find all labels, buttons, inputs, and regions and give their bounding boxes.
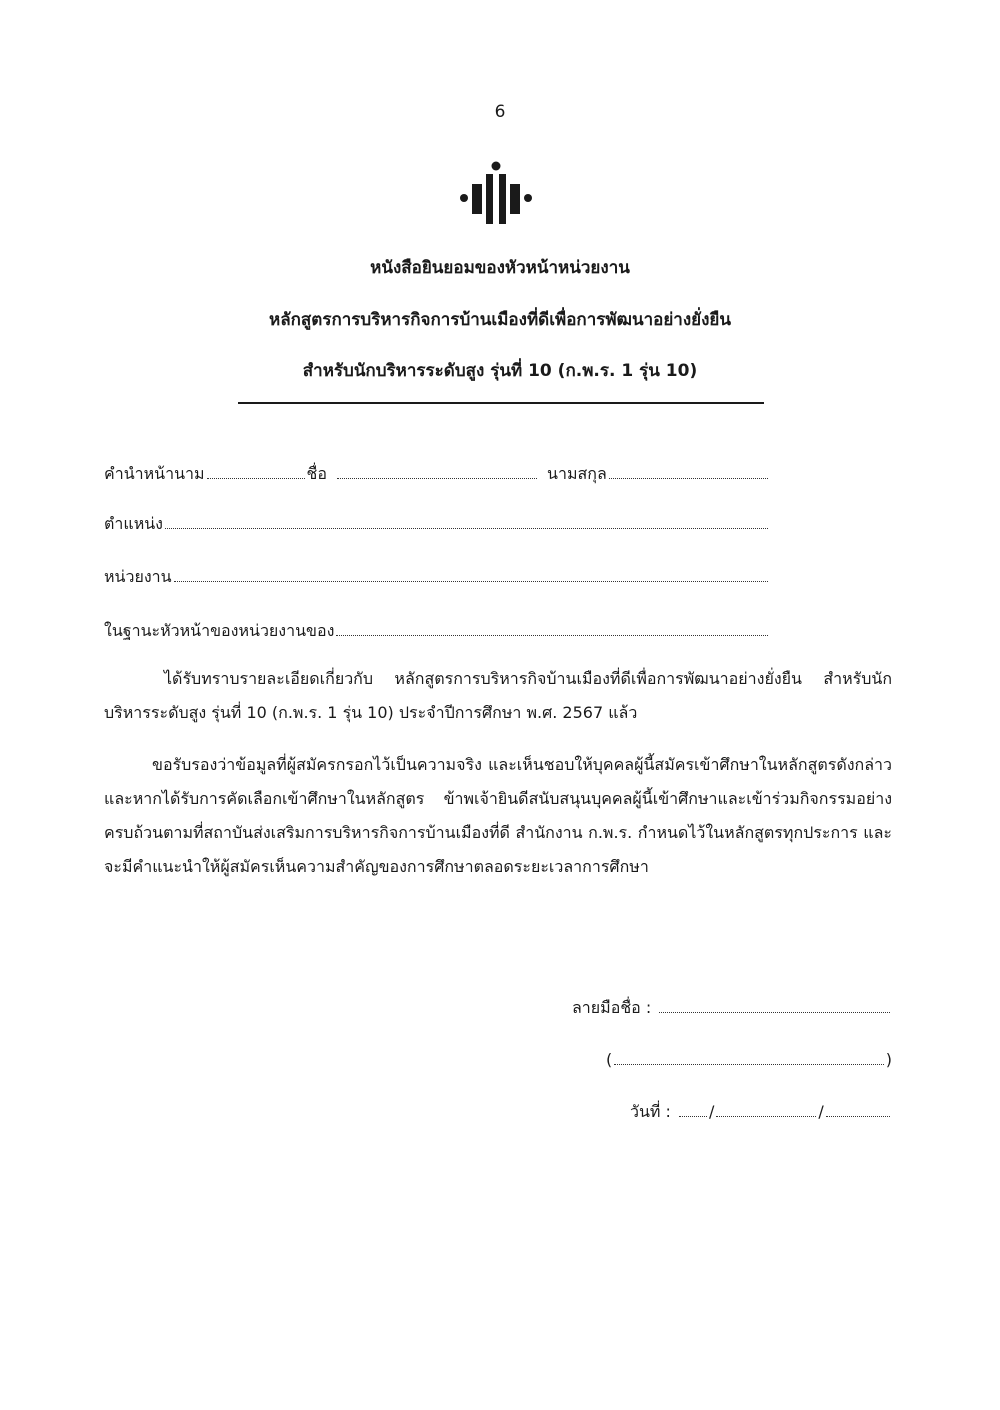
title-underline — [238, 402, 764, 404]
agency-label: หน่วยงาน — [104, 567, 172, 586]
position-label: ตำแหน่ง — [104, 514, 163, 533]
head-of-row — [104, 619, 770, 644]
position-field[interactable] — [165, 512, 768, 529]
date-label: วันที่ : — [630, 1102, 671, 1121]
title-line-1: หนังสือยินยอมของหัวหน้าหน่วยงาน — [370, 258, 630, 278]
name-row — [104, 462, 770, 487]
agency-field[interactable] — [174, 565, 768, 582]
first-name-field[interactable] — [337, 462, 537, 479]
head-of-field[interactable] — [336, 619, 768, 636]
acknowledgement-paragraph: ได้รับทราบรายละเอียดเกี่ยวกับ หลักสูตรการบริหารกิจบ้านเมืองที่ดีเพื่อการพัฒนาอย่างยั่งยืน สำหรับนักบริหารระดับสูง รุ่นที่ 10 (ก.พ.ร. 1 รุ่น 10) ประจำปีการศึกษา พ.ศ. 2567 แล้ว — [104, 669, 892, 722]
last-name-label: นามสกุล — [547, 464, 607, 483]
signature-label: ลายมือชื่อ : — [572, 998, 652, 1017]
head-of-label: ในฐานะหัวหน้าของหน่วยงานของ — [104, 621, 335, 640]
certification-paragraph: ขอรับรองว่าข้อมูลที่ผู้สมัครกรอกไว้เป็นความจริง และเห็นชอบให้บุคคลผู้นี้สมัครเข้าศึกษาในหลักสูตรดังกล่าว และหากได้รับการคัดเลือกเข้าศึกษาในหลักสูตร ข้าพเจ้ายินดีสนับสนุนบุคคลผู้นี้เข้าศึกษาและเข้าร่วมกิจกรรมอย่างครบถ้วนตามที่สถาบันส่งเสริมการบริหารกิจการบ้านเมืองที่ดี สำนักงาน ก.พ.ร. กำหนดไว้ในหลักสูตรทุกประการ และจะมีคำแนะนำให้ผู้สมัครเห็นความสำคัญของการศึกษาตลอดระยะเวลาการศึกษา — [104, 755, 892, 876]
agency-row — [104, 565, 770, 590]
page-number: 6 — [494, 102, 506, 122]
close-paren: ) — [885, 1050, 892, 1069]
open-paren: ( — [606, 1050, 613, 1069]
agency-emblem-icon — [456, 160, 536, 226]
signature-field[interactable] — [659, 996, 890, 1013]
prefix-label: คำนำหน้านาม — [104, 464, 205, 483]
date-row — [630, 1100, 892, 1125]
date-separator-2: / — [818, 1102, 824, 1121]
date-month-field[interactable] — [716, 1100, 816, 1117]
last-name-field[interactable] — [609, 462, 768, 479]
printed-name-field[interactable] — [614, 1048, 884, 1065]
title-line-2: หลักสูตรการบริหารกิจการบ้านเมืองที่ดีเพื่อการพัฒนาอย่างยั่งยืน — [269, 310, 731, 330]
date-year-field[interactable] — [826, 1100, 890, 1117]
first-name-label: ชื่อ — [306, 464, 328, 483]
title-line-3: สำหรับนักบริหารระดับสูง รุ่นที่ 10 (ก.พ.ร. 1 รุ่น 10) — [302, 361, 698, 381]
signature-row — [572, 996, 892, 1021]
date-day-field[interactable] — [679, 1100, 707, 1117]
prefix-field[interactable] — [207, 462, 305, 479]
position-row — [104, 512, 770, 537]
printed-name-row — [606, 1048, 892, 1069]
date-separator-1: / — [708, 1102, 715, 1121]
